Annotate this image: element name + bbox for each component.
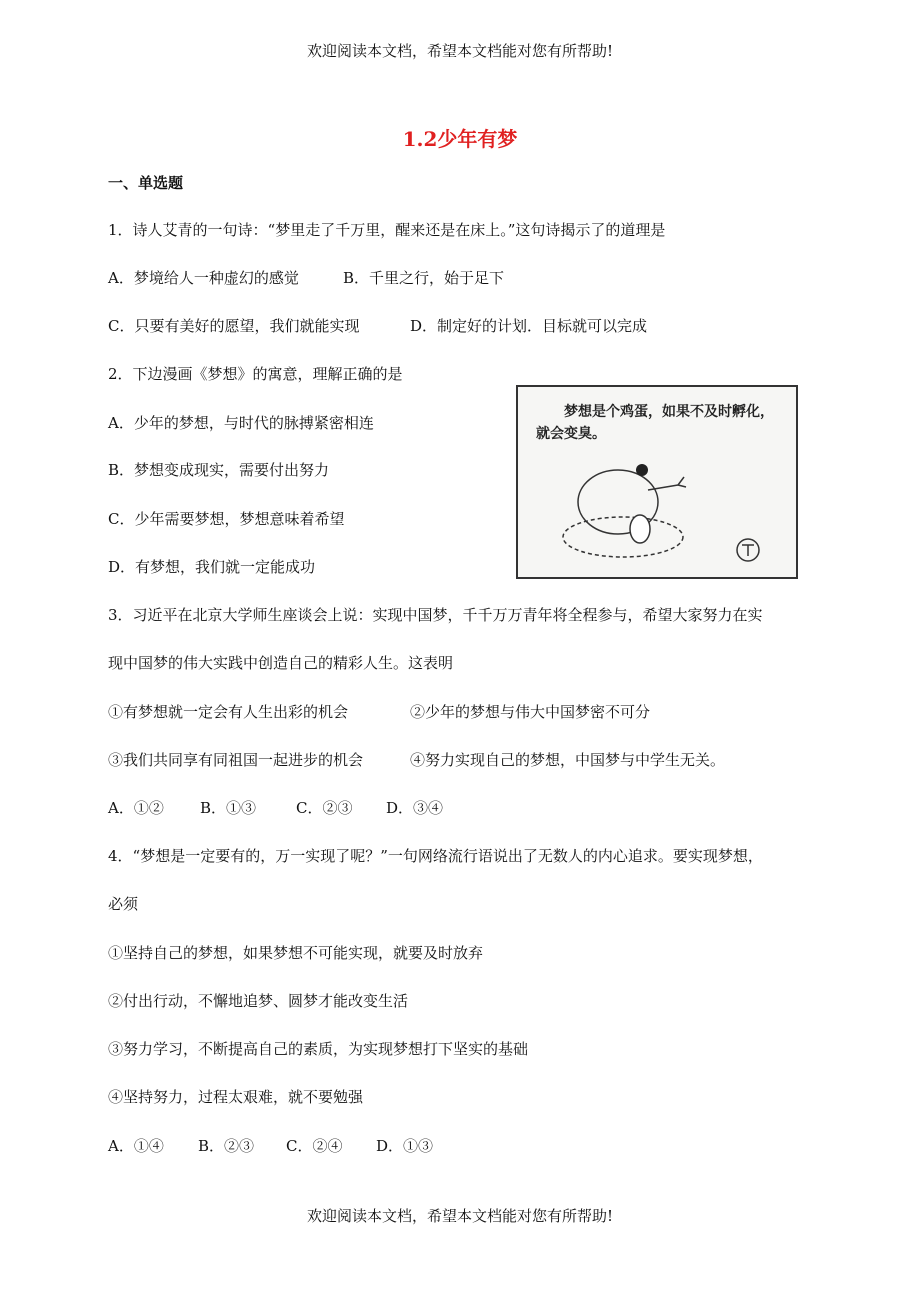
q4-stem-line2: 必须 xyxy=(108,895,139,913)
q1-options-ab xyxy=(108,268,504,288)
cartoon-caption: 梦想是个鸡蛋，如果不及时孵化，就会变臭。 xyxy=(536,404,774,442)
hen-on-nest-drawing xyxy=(518,387,796,577)
q3-option-b: B．①③ xyxy=(200,799,257,817)
page-header: 欢迎阅读本文档，希望本文档能对您有所帮助! xyxy=(306,42,614,60)
q3-item-2: ②少年的梦想与伟大中国梦密不可分 xyxy=(410,703,651,721)
q1-option-a: A．梦境给人一种虚幻的感觉 xyxy=(108,269,299,287)
q3-stem-line2: 现中国梦的伟大实践中创造自己的精彩人生。这表明 xyxy=(108,654,454,672)
q4-item-2: ②付出行动，不懈地追梦、圆梦才能改变生活 xyxy=(108,992,409,1010)
q3-items-12 xyxy=(108,702,650,722)
q4-option-b: B．②③ xyxy=(198,1137,255,1155)
page-footer: 欢迎阅读本文档，希望本文档能对您有所帮助! xyxy=(306,1207,614,1225)
q1-stem: 1．诗人艾青的一句诗：“梦里走了千万里，醒来还是在床上。”这句诗揭示了的道理是 xyxy=(108,221,666,239)
q3-item-3: ③我们共同享有同祖国一起进步的机会 xyxy=(108,751,364,769)
q1-option-d: D．制定好的计划．目标就可以完成 xyxy=(410,317,648,335)
q3-option-d: D．③④ xyxy=(386,799,444,817)
q3-option-a: A．①② xyxy=(108,799,164,817)
q2-option-d: D．有梦想，我们就一定能成功 xyxy=(108,558,316,576)
document-title: 1.2少年有梦 xyxy=(402,127,518,151)
q4-options xyxy=(108,1136,433,1156)
q2-option-a: A．少年的梦想，与时代的脉搏紧密相连 xyxy=(108,414,374,432)
q3-item-1: ①有梦想就一定会有人生出彩的机会 xyxy=(108,703,349,721)
dream-cartoon-image xyxy=(516,385,798,579)
q2-option-b: B．梦想变成现实，需要付出努力 xyxy=(108,461,330,479)
q4-option-c: C．②④ xyxy=(286,1137,343,1155)
q4-option-d: D．①③ xyxy=(376,1137,434,1155)
q1-option-b: B．千里之行，始于足下 xyxy=(343,269,505,287)
q2-stem: 2．下边漫画《梦想》的寓意，理解正确的是 xyxy=(108,365,403,383)
q2-option-c: C．少年需要梦想，梦想意味着希望 xyxy=(108,510,345,528)
q3-stem-line1: 3．习近平在北京大学师生座谈会上说：实现中国梦，千千万万青年将全程参与，希望大家努力在实 xyxy=(108,606,763,624)
q3-item-4: ④努力实现自己的梦想，中国梦与中学生无关。 xyxy=(410,751,726,769)
q4-option-a: A．①④ xyxy=(108,1137,164,1155)
q1-options-cd xyxy=(108,316,647,336)
q4-item-3: ③努力学习，不断提高自己的素质，为实现梦想打下坚实的基础 xyxy=(108,1040,529,1058)
q3-options xyxy=(108,798,443,818)
q4-item-1: ①坚持自己的梦想，如果梦想不可能实现，就要及时放弃 xyxy=(108,944,484,962)
q4-stem-line1: 4．“梦想是一定要有的，万一实现了呢？”一句网络流行语说出了无数人的内心追求。要实现梦想， xyxy=(108,847,763,865)
q3-option-c: C．②③ xyxy=(296,799,353,817)
q3-items-34 xyxy=(108,750,725,770)
q4-item-4: ④坚持努力，过程太艰难，就不要勉强 xyxy=(108,1088,364,1106)
q1-option-c: C．只要有美好的愿望，我们就能实现 xyxy=(108,317,360,335)
section-heading: 一、单选题 xyxy=(108,174,184,192)
